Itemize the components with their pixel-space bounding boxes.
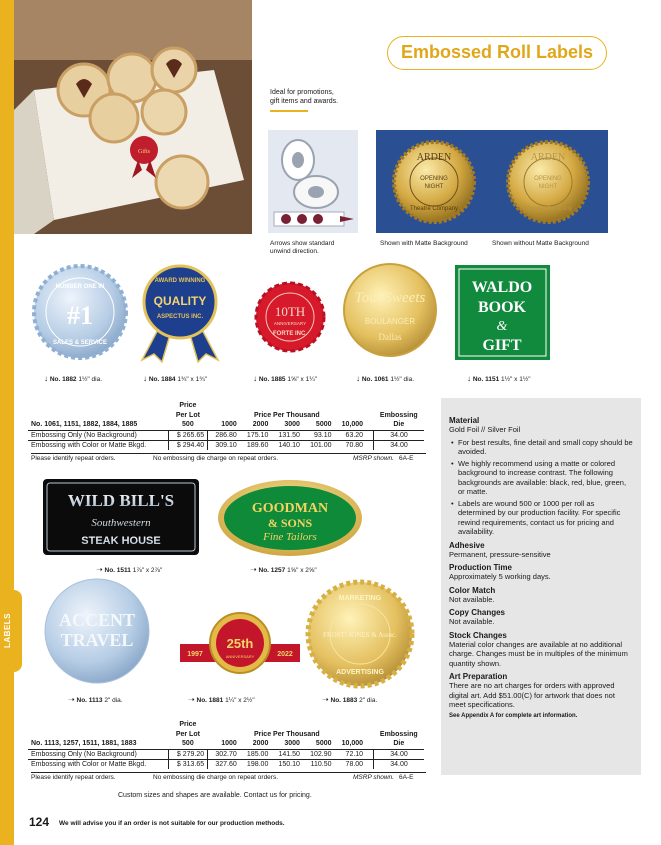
t2-r1-p1: 302.70: [208, 749, 240, 759]
caption-1511: [96, 566, 162, 575]
t1-code: 6A-E: [399, 455, 414, 462]
t1-r1-lot: $ 265.65: [168, 430, 207, 440]
down-arrow-icon: ↓: [467, 374, 471, 383]
label-1881-text2: 1997: [187, 651, 203, 658]
list-item: • Labels are wound 500 or 1000 per roll as determined by our production facility. For specific rewind requirements, contact us for pricing and availability.: [449, 499, 633, 537]
label-1883: [308, 582, 412, 686]
down-arrow-icon: ↓: [44, 374, 48, 383]
t1-embossing-die-2: Die: [393, 421, 405, 429]
t1-price-per-thousand: Price Per Thousand: [253, 411, 320, 419]
caption-1881: [188, 696, 255, 705]
caption-1881-size: 1¼" x 2½": [225, 697, 255, 704]
caption-1511-size: 1⅞" x 2⅞": [132, 567, 163, 574]
t1-qty-3000: 3000: [284, 421, 300, 429]
spec-material-value: Gold Foil // Silver Foil: [449, 425, 521, 434]
right-arrow-icon: ➝: [96, 565, 103, 574]
t1-items-header: No. 1061, 1151, 1882, 1884, 1885: [31, 421, 138, 429]
t2-qty-500: 500: [182, 740, 194, 748]
caption-1882-no: No. 1882: [49, 376, 77, 383]
t1-r1-label: Embossing Only (No Background): [28, 430, 168, 440]
caption-1884-no: No. 1884: [148, 376, 176, 383]
right-arrow-icon: ➝: [68, 695, 75, 704]
label-1885-text2: ANNIVERSARY: [273, 321, 307, 326]
caption-1061-size: 1½" dia.: [390, 376, 415, 383]
no-matte-caption: Shown without Matte Background: [492, 240, 589, 247]
t2-price-per-thousand: Price Per Thousand: [253, 730, 320, 738]
intro-text: [270, 88, 390, 106]
label-1257-text3: Fine Tailors: [263, 531, 317, 543]
t2-note-mid: No embossing die charge on repeat orders.: [153, 774, 279, 781]
label-1257: [218, 480, 362, 556]
t2-r1-die: 34.00: [374, 749, 424, 759]
label-1511-text1: WILD BILL'S: [67, 491, 175, 510]
t2-note-left: Please identify repeat orders.: [31, 774, 116, 781]
page-number: 124: [29, 815, 50, 829]
caption-1883-no: No. 1883: [330, 697, 358, 704]
label-1882: [34, 266, 126, 358]
t2-qty-2000: 2000: [252, 740, 269, 748]
t1-r2-p5: 70.80: [335, 440, 367, 450]
spec-stockchanges-value: Material color changes are available at no additional charge. Changes must be in multiples of the minimum quantity shown.: [449, 639, 628, 668]
spec-production-value: Approximately 5 working days.: [449, 572, 551, 581]
t1-embossing-die-1: Embossing: [379, 411, 418, 419]
label-1257-text2: & SONS: [267, 516, 313, 530]
spec-appendix-note: See Appendix A for complete art information.: [449, 712, 578, 719]
spec-bullets: [449, 438, 633, 537]
t2-r2-p3: 150.10: [271, 759, 303, 769]
caption-1061: [356, 375, 414, 384]
label-1881: [180, 613, 300, 673]
caption-1257: [250, 566, 317, 575]
caption-1884-size: 1¾" x 1¾": [177, 376, 207, 383]
spec-copychanges-heading: Copy Changes: [449, 608, 506, 617]
roll-caption-line-2: unwind direction.: [270, 248, 319, 255]
down-arrow-icon: ↓: [143, 374, 147, 383]
page-title: Embossed Roll Labels: [387, 36, 607, 70]
label-1151-text2: BOOK: [477, 299, 527, 316]
t2-r1-lot: $ 279.20: [168, 749, 207, 759]
t1-r1-p2: 175.10: [240, 430, 272, 440]
t2-r1-p4: 102.90: [303, 749, 335, 759]
caption-1061-no: No. 1061: [361, 376, 389, 383]
list-item: • For best results, fine detail and small copy should be avoided.: [449, 438, 633, 457]
label-row-1: [30, 262, 630, 364]
t2-r2-p2: 198.00: [240, 759, 272, 769]
t2-embossing-die-1: Embossing: [379, 730, 418, 738]
roll-photo: [268, 130, 358, 233]
t1-qty-10000: 10,000: [341, 421, 364, 429]
label-1061: [344, 264, 436, 356]
t1-r2-p2: 189.60: [240, 440, 272, 450]
t2-embossing-die-2: Die: [393, 740, 405, 748]
page-edge-bar: [0, 0, 14, 845]
label-row-2: [40, 476, 370, 558]
custom-sizes-note: Custom sizes and shapes are available. Contact us for pricing.: [118, 792, 312, 799]
t1-qty-5000: 5000: [315, 421, 332, 429]
t1-r1-p5: 63.20: [335, 430, 367, 440]
seal-matte-bottom: Theatre Company: [409, 206, 459, 212]
t2-code: 6A-E: [399, 774, 414, 781]
label-1881-text3: 2022: [277, 651, 293, 658]
label-1113: [45, 579, 149, 683]
caption-1257-size: 1⅝" x 2⅝": [287, 567, 317, 574]
label-1885-text3: FORTE INC.: [273, 331, 307, 337]
label-1881-text1: 25th: [226, 636, 254, 651]
label-1884-text2: QUALITY: [153, 294, 207, 308]
caption-1885: [253, 375, 317, 384]
caption-1881-no: No. 1881: [196, 697, 224, 704]
t2-qty-3000: 3000: [284, 740, 300, 748]
list-item: • We highly recommend using a matte or colored background to increase contrast. The following backgrounds are available: black, red, blue, green, or matte.: [449, 459, 633, 497]
table-row: [28, 440, 424, 450]
label-1151-text4: GIFT: [482, 337, 522, 354]
down-arrow-icon: ↓: [356, 374, 360, 383]
label-1881-text4: ANNIVERSARY: [225, 654, 255, 659]
label-1151: [455, 265, 550, 360]
caption-1257-no: No. 1257: [258, 567, 286, 574]
t2-r2-lot: $ 313.65: [168, 759, 207, 769]
seal-matte-top: ARDEN: [416, 152, 452, 163]
label-1882-text1: NUMBER ONE IN: [55, 284, 105, 290]
label-1882-text3: SALES & SERVICE: [53, 340, 107, 346]
label-1883-text2: FROST/ JONES & Assoc.: [323, 631, 397, 639]
right-arrow-icon: ➝: [188, 695, 195, 704]
seal-nomatte-mid1: OPENING: [534, 176, 562, 182]
spec-artprep-heading: Art Preparation: [449, 672, 508, 681]
seal-nomatte-top: ARDEN: [530, 152, 566, 163]
label-1885: [256, 283, 324, 351]
t1-note-left: Please identify repeat orders.: [31, 455, 116, 462]
spec-adhesive-heading: Adhesive: [449, 540, 485, 550]
t2-qty-1000: 1000: [221, 740, 237, 748]
t2-items-header: No. 1113, 1257, 1511, 1881, 1883: [31, 740, 137, 748]
t1-r1-p4: 93.10: [303, 430, 335, 440]
caption-1883: [322, 696, 377, 705]
label-1884-text1: AWARD WINNING: [154, 278, 206, 284]
seal-nomatte-bottom: Theatre Company: [523, 206, 573, 212]
t1-r1-p3: 131.50: [271, 430, 303, 440]
section-tab-label: LABELS: [3, 613, 12, 648]
spec-material-heading: Material: [449, 416, 480, 425]
seal-matte-mid1: OPENING: [420, 176, 448, 182]
seal-comparison-photo: [376, 130, 608, 233]
spec-stockchanges-heading: Stock Changes: [449, 630, 507, 640]
t1-r1-p1: 286.80: [208, 430, 240, 440]
caption-1884: [143, 375, 207, 384]
spec-colormatch-heading: Color Match: [449, 585, 496, 595]
spec-production-heading: Production Time: [449, 563, 512, 572]
caption-1113-size: 2" dia.: [104, 697, 123, 704]
t1-r1-die: 34.00: [374, 430, 424, 440]
t1-price-per-lot-1: Price: [179, 401, 197, 409]
t2-qty-5000: 5000: [315, 740, 332, 748]
label-1883-text1: MARKETING: [338, 595, 382, 602]
spec-adhesive-value: Permanent, pressure-sensitive: [449, 549, 551, 559]
roll-caption-line-1: Arrows show standard: [270, 240, 335, 247]
box-label-text: Gifts: [138, 149, 150, 155]
cookie-box-photo: [14, 0, 252, 234]
t1-r2-lot: $ 294.40: [168, 440, 207, 450]
t2-r2-label: Embossing with Color or Matte Bkgd.: [28, 759, 168, 769]
t1-qty-1000: 1000: [221, 421, 237, 429]
label-1883-text3: ADVERTISING: [336, 669, 384, 676]
table-row: [28, 759, 424, 769]
price-table-2: [28, 719, 424, 769]
caption-1511-no: No. 1511: [104, 567, 131, 574]
label-1113-text2: TRAVEL: [60, 630, 134, 650]
seal-nomatte-mid2: NIGHT: [538, 184, 558, 190]
spec-artprep-value: There are no art charges for orders with approved digital art. Add $51.00(C) for artwork that does not meet specifications.: [449, 681, 615, 709]
caption-1882: [44, 375, 102, 384]
footer-note: We will advise you if an order is not suitable for our production methods.: [59, 820, 285, 827]
section-tab: [0, 590, 22, 672]
right-arrow-icon: ➝: [250, 565, 257, 574]
t2-r1-p5: 72.10: [335, 749, 367, 759]
t1-price-per-lot-2: Per Lot: [175, 411, 200, 419]
caption-1883-size: 2" dia.: [359, 697, 378, 704]
t2-price-per-lot-1: Price: [179, 720, 197, 728]
caption-1151-no: No. 1151: [472, 376, 500, 383]
specs-panel: [441, 398, 641, 775]
roll-caption: [270, 240, 370, 256]
caption-1151: [467, 375, 531, 384]
caption-1113: [68, 696, 123, 705]
label-row-3: [40, 578, 420, 690]
t1-qty-500: 500: [182, 421, 194, 429]
t1-r2-p3: 140.10: [271, 440, 303, 450]
label-1882-text2: #1: [67, 301, 93, 330]
t2-price-per-lot-2: Per Lot: [175, 730, 200, 738]
matte-caption: Shown with Matte Background: [380, 240, 468, 247]
right-arrow-icon: ➝: [322, 695, 329, 704]
label-1061-text2: BOULANGER: [364, 317, 416, 326]
down-arrow-icon: ↓: [253, 374, 257, 383]
t2-r1-p3: 141.50: [271, 749, 303, 759]
t2-r2-p5: 78.00: [335, 759, 367, 769]
label-1884-text3: ASPECTUS INC.: [156, 314, 204, 320]
t1-r2-die: 34.00: [374, 440, 424, 450]
caption-1882-size: 1½" dia.: [78, 376, 103, 383]
label-1061-text3: Dallas: [378, 332, 402, 342]
label-1061-text1: Tout Sweets: [354, 290, 426, 306]
intro-line-1: Ideal for promotions,: [270, 89, 334, 96]
t2-notes: [31, 772, 426, 781]
t1-r2-label: Embossing with Color or Matte Bkgd.: [28, 440, 168, 450]
t2-note-right: MSRP shown.: [353, 774, 394, 781]
label-1511-text3: STEAK HOUSE: [81, 535, 161, 547]
label-1151-text1: WALDO: [471, 279, 533, 296]
t2-r2-p1: 327.60: [208, 759, 240, 769]
t2-r2-die: 34.00: [374, 759, 424, 769]
caption-1113-no: No. 1113: [76, 697, 103, 704]
t1-note-right: MSRP shown.: [353, 455, 394, 462]
t2-r2-p4: 110.50: [303, 759, 335, 769]
table-row: [28, 430, 424, 440]
t2-r1-p2: 185.00: [240, 749, 272, 759]
label-1885-text1: 10TH: [274, 304, 306, 319]
label-1511-text2: Southwestern: [91, 517, 151, 529]
t2-r1-label: Embossing Only (No Background): [28, 749, 168, 759]
intro-underline: [270, 110, 308, 112]
t2-qty-10000: 10,000: [341, 740, 364, 748]
intro-line-2: gift items and awards.: [270, 98, 339, 105]
caption-1885-no: No. 1885: [258, 376, 286, 383]
seal-matte-mid2: NIGHT: [424, 184, 444, 190]
price-table-1: [28, 400, 424, 450]
caption-1151-size: 1½" x 1½": [501, 376, 531, 383]
t1-qty-2000: 2000: [252, 421, 269, 429]
label-1884: [142, 266, 218, 362]
t1-notes: [31, 453, 426, 462]
spec-colormatch-value: Not available.: [449, 594, 495, 604]
table-row: [28, 749, 424, 759]
spec-copychanges-value: Not available.: [449, 617, 495, 626]
label-1257-text1: GOODMAN: [251, 501, 329, 516]
caption-1885-size: 1⅝" x 1¼": [287, 376, 317, 383]
label-1113-text1: ACCENT: [58, 610, 136, 630]
label-1151-text3: &: [496, 319, 508, 334]
t1-r2-p1: 309.10: [208, 440, 240, 450]
t1-r2-p4: 101.00: [303, 440, 335, 450]
t1-note-mid: No embossing die charge on repeat orders.: [153, 455, 279, 462]
label-1511: [43, 479, 199, 555]
